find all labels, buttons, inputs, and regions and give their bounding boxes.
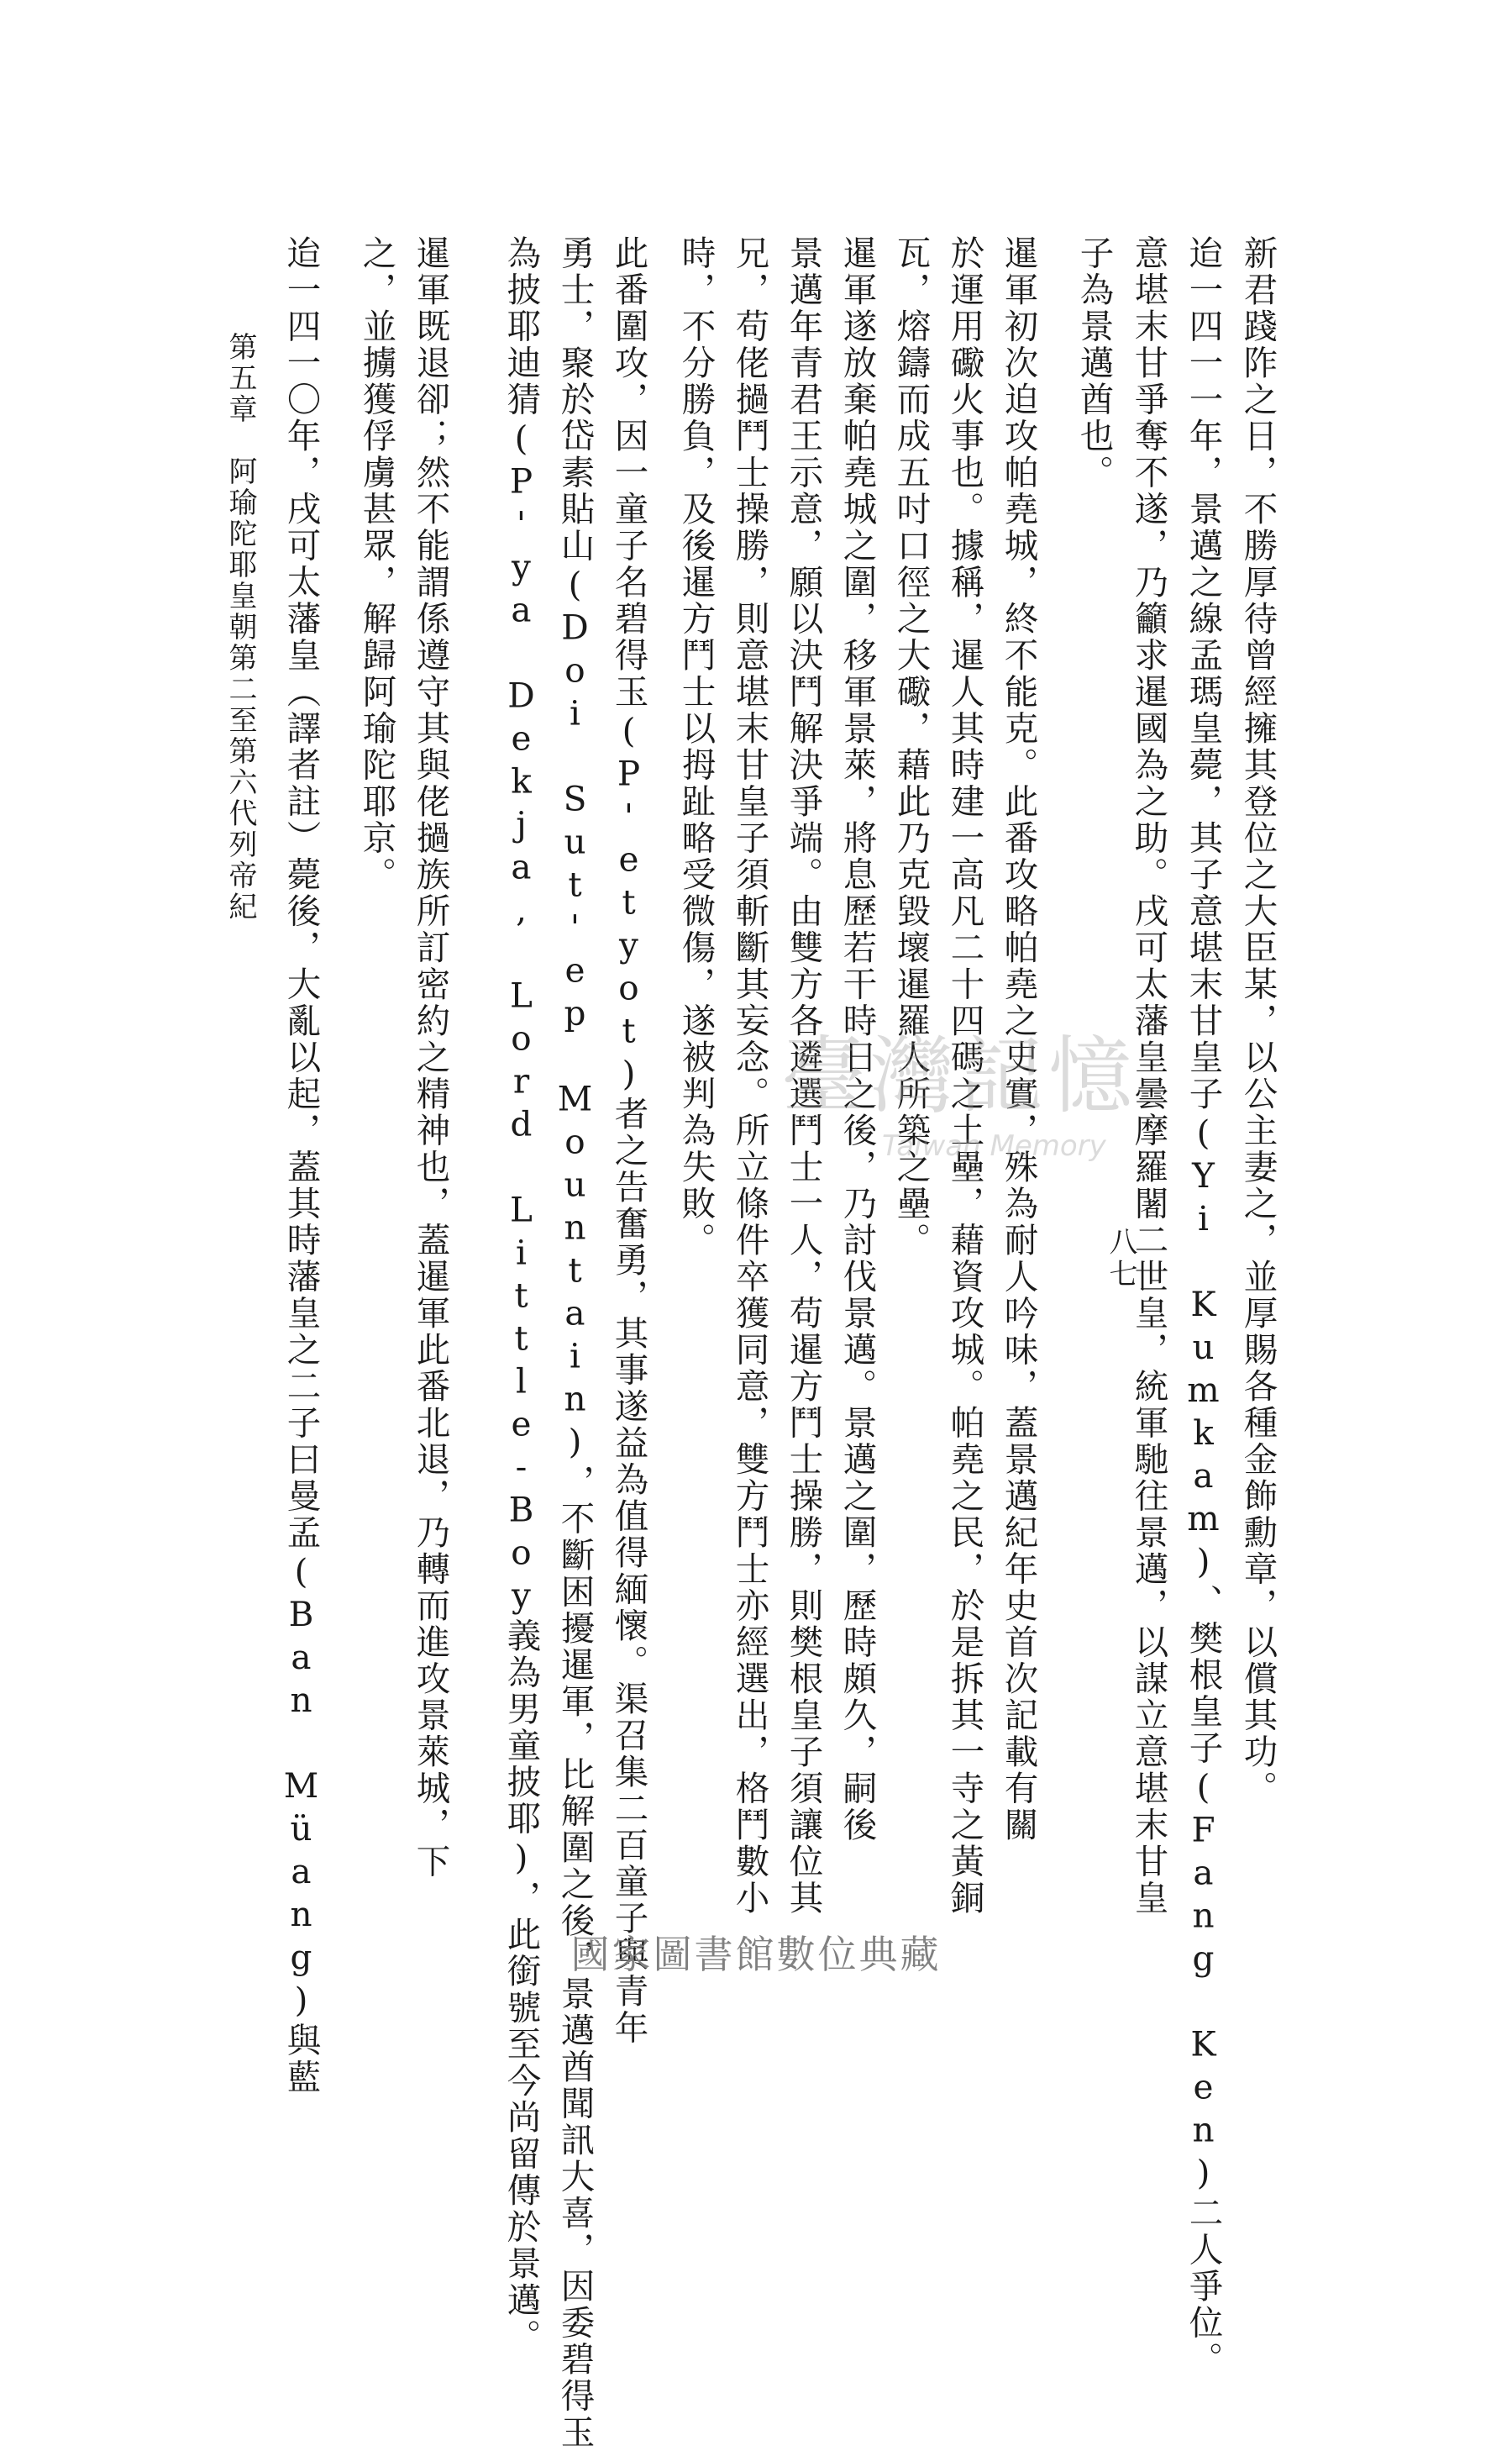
text-line-4: 新君踐阼之日，不勝厚待曾經擁其登位之大臣某，以公主妻之，並厚賜各種金飾勳章，以償其功。 xyxy=(1237,235,1278,1807)
page-number: 八七 xyxy=(1104,1227,1137,1291)
text-line-16: 之，並擄獲俘虜甚眾，解歸阿瑜陀耶京。 xyxy=(356,235,397,893)
text-line-3: 迨一四一一年，景邁之線孟瑪皇薨，其子意堪末甘皇子(Yi Kumkam)、樊根皇子(Fang Ken)二人爭位。 xyxy=(1183,235,1224,2378)
running-head: 第五章 阿瑜陀耶皇朝第二至第六代列帝紀 xyxy=(223,332,257,923)
text-line-2: 意堪末甘爭奪不遂，乃籲求暹國為之助。戌可太藩皇曇摩羅闍二世皇，統軍馳往景邁，以謀立意堪末甘皇 xyxy=(1128,235,1169,1917)
text-line-11: 時，不分勝負，及後暹方鬥士以拇趾略受微傷，遂被判為失敗。 xyxy=(675,235,717,1259)
text-line-8: 暹軍遂放棄帕堯城之圍，移軍景萊，將息歷若干時日之後，乃討伐景邁。景邁之圍，歷時頗久，嗣後 xyxy=(837,235,878,1844)
text-line-13: 勇士，聚於岱素貼山(Doi Sut'ep Mountain)，不斷困擾暹軍，比解圍之後，景邁酋聞訊大喜，因委碧得玉 xyxy=(554,235,596,2451)
text-line-1: 子為景邁酋也。 xyxy=(1074,235,1115,492)
text-line-17: 迨一四一〇年，戌可太藩皇（譯者註）薨後，大亂以起，蓋其時藩皇之二子曰曼孟(Ban Müang)與藍 xyxy=(281,235,322,2096)
text-line-5: 於運用礮火事也。據稱，暹人其時建一高凡二十四碼之土壘，藉資攻城。帕堯之民，於是拆其一寺之黃銅 xyxy=(944,235,985,1917)
footer-collection-label: 國家圖書館數位典藏 xyxy=(570,1932,942,1977)
text-line-14: 為披耶迪猜(P'ya Dekja, Lord Little-Boy義為男童披耶)，此銜號至今尚留傳於景邁。 xyxy=(501,235,542,2355)
text-line-7: 瓦，熔鑄而成五吋口徑之大礮，藉此乃克毀壞暹羅人所築之壘。 xyxy=(890,235,932,1259)
text-line-9: 景邁年青君王示意，願以決鬥解決爭端。由雙方各遴選鬥士一人，苟暹方鬥士操勝，則樊根皇子須讓位其 xyxy=(783,235,824,1917)
text-line-12: 此番圍攻，因一童子名碧得玉(P'etyot)者之告奮勇，其事遂益為值得緬懷。渠召集二百童子與青年 xyxy=(608,235,649,2047)
text-line-10: 兄，苟佬撾鬥士操勝，則意堪末甘皇子須斬斷其妄念。所立條件卒獲同意，雙方鬥士亦經選出，格鬥數小 xyxy=(729,235,770,1917)
watermark-title: 臺灣記憶 xyxy=(781,1027,1137,1125)
watermark-subtitle: Taiwan Memory xyxy=(882,1129,1106,1163)
text-line-6: 暹軍初次迫攻帕堯城，終不能克。此番攻略帕堯之史實，殊為耐人吟味，蓋景邁紀年史首次記載有關 xyxy=(998,235,1039,1844)
text-line-15: 暹軍既退卻；然不能謂係遵守其與佬撾族所訂密約之精神也，蓋暹軍此番北退，乃轉而進攻景萊城，下 xyxy=(410,235,451,1880)
